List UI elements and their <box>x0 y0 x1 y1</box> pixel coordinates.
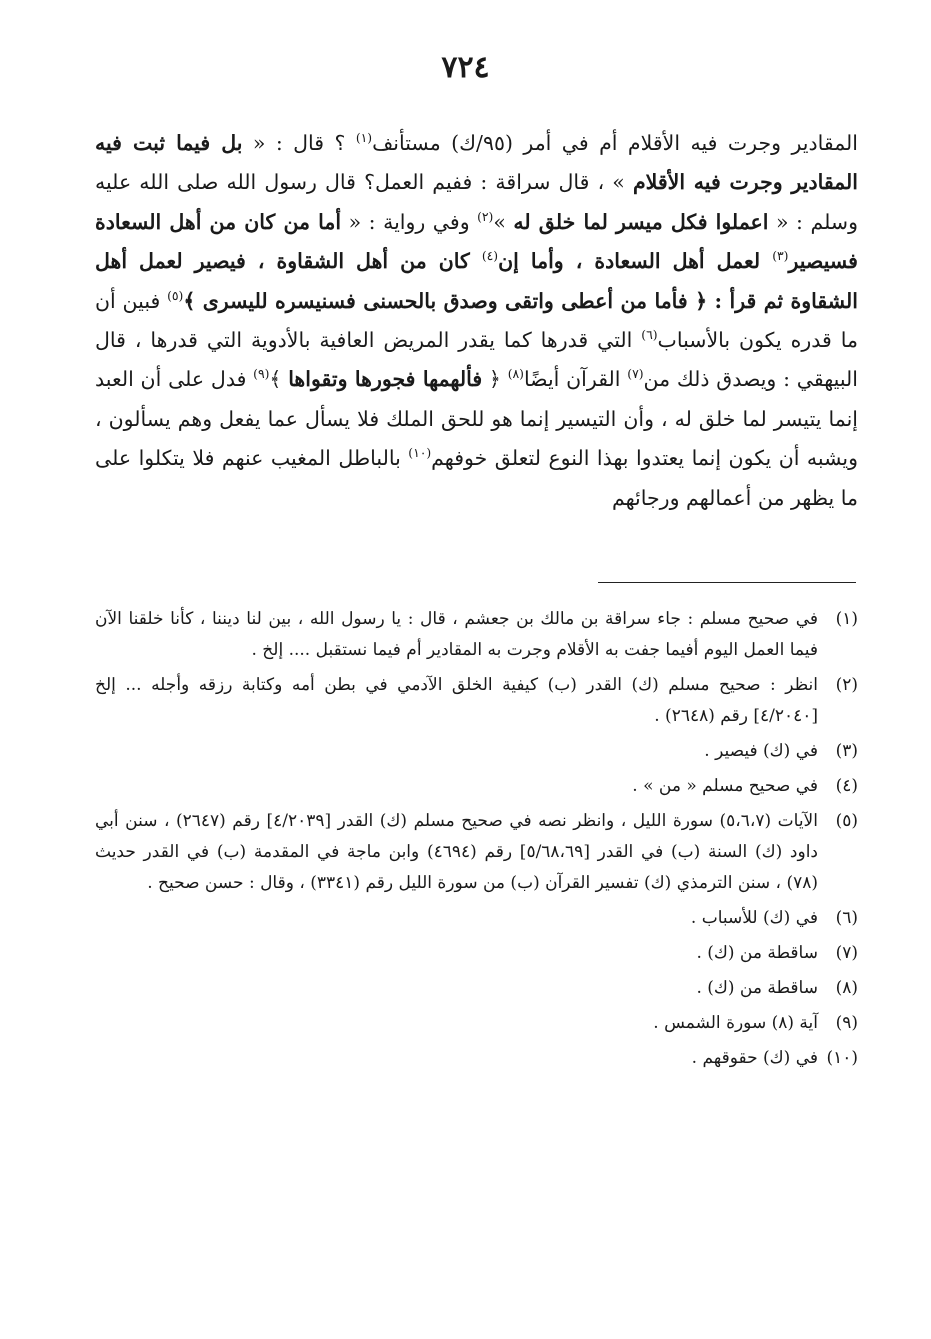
footnote-text: في (ك) للأسباب . <box>690 908 818 928</box>
text-span: المقادير وجرت فيه الأقلام أم في أمر (٩٥/ك) مستأنف <box>372 131 859 155</box>
page-number: ٧٢٤ <box>441 50 490 85</box>
footnote-text: ساقطة من (ك) . <box>696 943 818 963</box>
footnote-text: في (ك) فيصير . <box>704 741 818 761</box>
text-span: فبين أن ما قدره يكون بالأسباب <box>95 288 858 353</box>
footnote-number: (٧) <box>835 943 858 963</box>
bold-text-span: كان من أهل الشقاوة ، فيصير لعمل أهل الشقاوة ثم قرأ : ﴿ فأما من أعطى واتقى وصدق بالحسنى فسنيسره لليسرى ﴾ <box>95 249 858 313</box>
text-span: » <box>493 209 514 234</box>
bold-text-span: بل فيما ثبت فيه المقادير وجرت فيه الأقلام <box>95 131 858 195</box>
text-span: ﴿ <box>482 367 508 392</box>
text-span: » ، قال سراقة : ففيم العمل؟ قال رسول الله صلى الله عليه وسلم : « <box>95 170 858 234</box>
footnote-number: (٣) <box>835 741 858 761</box>
footnote-item <box>95 973 858 1004</box>
footnote-text: الآيات (٥،٦،٧) سورة الليل ، وانظر نصه في صحيح مسلم (ك) القدر [٤/٢٠٣٩] رقم (٢٦٤٧) ، سنن أبي داود (ك) السنة (ب) في القدر [٥/٦٨،٦٩] رقم (٤٦٩٤) وابن ماجة في المقدمة (ب) في القدر حديث (٧٨) ، سنن الترمذي (ك) تفسير القرآن (ب) من سورة الليل رقم (٣٣٤١) ، وقال : حسن صحيح . <box>95 811 819 893</box>
bold-text-span: اعملوا فكل ميسر لما خلق له <box>513 209 769 234</box>
footnote-number: (٤) <box>835 776 858 796</box>
text-span: ﴾ <box>269 367 289 392</box>
footnote-number: (٩) <box>835 1013 858 1033</box>
footnote-text: في صحيح مسلم : جاء سراقة بن مالك بن جعشم ، قال : يا رسول الله ، بين لنا ديننا ، كأنا خلقنا الآن فيما العمل اليوم أفيما جفت به الأقلام وجرت به المقادير أم فيما نستقبل .... إلخ . <box>95 609 818 660</box>
footnote-ref: (٥) <box>167 288 184 303</box>
footnote-item <box>95 938 858 969</box>
footnote-ref: (٤) <box>481 249 499 264</box>
footnote-text: في صحيح مسلم « من » . <box>632 776 818 796</box>
footnote-number: (١) <box>835 609 858 629</box>
footnotes-section <box>95 604 858 1078</box>
footnote-item <box>95 806 858 899</box>
main-text <box>95 124 858 518</box>
footnote-text: ساقطة من (ك) . <box>696 978 818 998</box>
footnote-ref: (٧) <box>627 367 644 382</box>
text-span: فدل على أن العبد إنما يتيسر لما خلق له ، وأن التيسير إنما هو للحق الملك فلا يسأل عما يفعل وهم يسألون ، ويشبه أن يكون إنما يعتدوا بهذا النوع لتعلق خوفهم <box>95 367 859 471</box>
footnote-number: (٨) <box>835 978 858 998</box>
footnote-number: (٢) <box>835 675 858 695</box>
footnote-text: انظر : صحيح مسلم (ك) القدر (ب) كيفية الخلق الآدمي في بطن أمه وكتابة رزقه وأجله ... إلخ [٤/٢٠٤٠] رقم (٢٦٤٨) . <box>95 675 818 726</box>
footnote-item <box>95 670 858 732</box>
footnote-item <box>95 604 858 666</box>
text-span: بالباطل المغيب عنهم فلا يتكلوا على ما يظهر من أعمالهم ورجائهم <box>95 446 858 510</box>
footnote-ref: (٩) <box>253 367 270 382</box>
footnote-number: (٥) <box>835 811 858 831</box>
footnote-ref: (٦) <box>641 328 658 343</box>
footnote-ref: (٨) <box>507 367 524 382</box>
footnote-ref: (١٠) <box>408 446 432 461</box>
footnote-ref: (٣) <box>772 249 789 264</box>
footnote-item <box>95 903 858 934</box>
footnote-ref: (١) <box>355 131 373 146</box>
footnote-divider <box>598 582 856 583</box>
text-span: القرآن أيضًا <box>523 367 628 392</box>
footnote-item <box>95 771 858 802</box>
bold-text-span: أما من كان من أهل السعادة فسيصير <box>95 209 858 274</box>
text-span: التي قدرها كما يقدر المريض العافية بالأدوية التي قدرها ، قال البيهقي : ويصدق ذلك من <box>95 328 858 392</box>
footnote-item <box>95 1043 858 1074</box>
footnote-item <box>95 1008 858 1039</box>
footnote-number: (١٠) <box>826 1048 858 1068</box>
footnote-item <box>95 736 858 767</box>
footnote-ref: (٢) <box>477 209 494 224</box>
footnote-text: في (ك) حقوقهم . <box>691 1048 818 1068</box>
footnote-text: آية (٨) سورة الشمس . <box>653 1013 818 1033</box>
bold-text-span: لعمل أهل السعادة ، وأما إن <box>498 249 773 274</box>
text-span: وفي رواية : « <box>341 209 478 234</box>
text-span: ؟ قال : « <box>242 131 356 155</box>
footnote-number: (٦) <box>835 908 858 928</box>
bold-text-span: فألهمها فجورها وتقواها <box>288 367 483 392</box>
